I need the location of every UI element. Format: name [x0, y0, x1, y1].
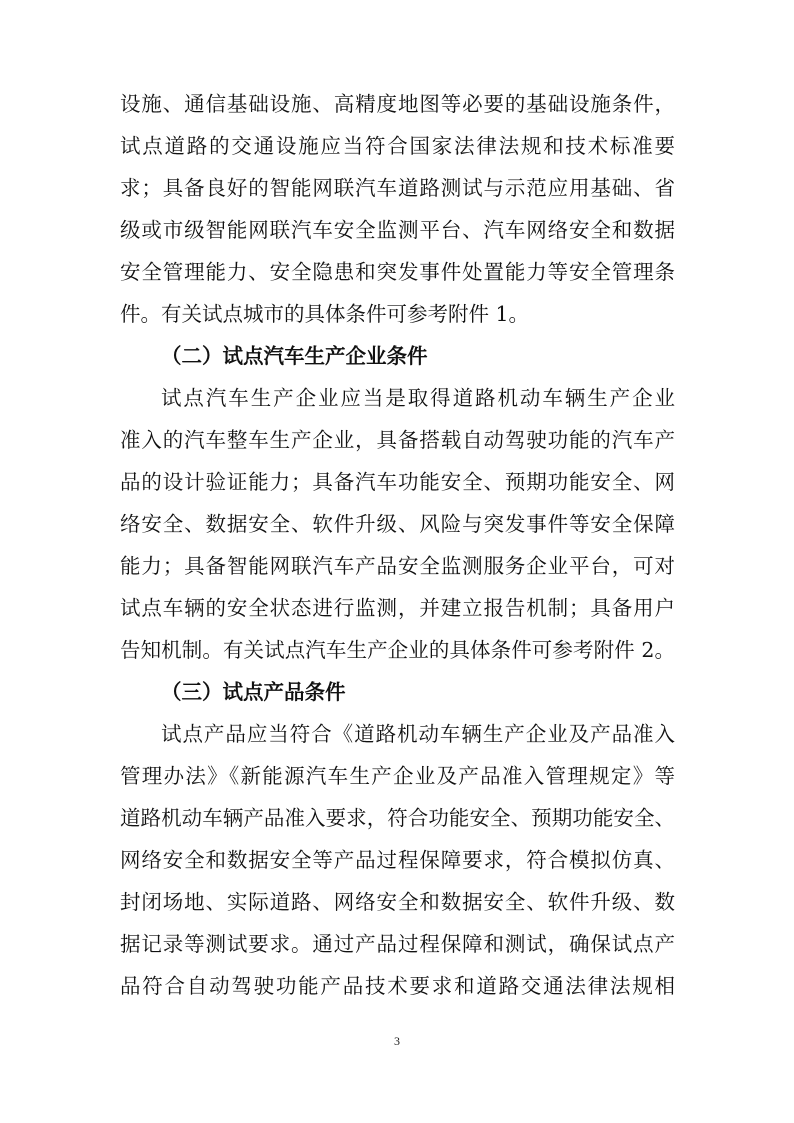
- paragraph-2-line-7: 告知机制。有关试点汽车生产企业的具体条件可参考附件 2。: [120, 638, 675, 662]
- paragraph-2-line-1: 试点汽车生产企业应当是取得道路机动车辆生产企业: [161, 386, 675, 410]
- paragraph-1-line-1: 设施、通信基础设施、高精度地图等必要的基础设施条件，: [120, 92, 675, 116]
- paragraph-2-line-4: 络安全、数据安全、软件升级、风险与突发事件等安全保障: [120, 512, 675, 536]
- paragraph-1-line-4: 级或市级智能网联汽车安全监测平台、汽车网络安全和数据: [120, 218, 675, 242]
- paragraph-2-line-3: 品的设计验证能力；具备汽车功能安全、预期功能安全、网: [120, 470, 675, 494]
- paragraph-2-line-2: 准入的汽车整车生产企业，具备搭载自动驾驶功能的汽车产: [120, 428, 675, 452]
- paragraph-3-line-3: 道路机动车辆产品准入要求，符合功能安全、预期功能安全、: [120, 806, 675, 830]
- page-number: 3: [394, 1034, 400, 1048]
- section-heading-2: （二）试点汽车生产企业条件: [161, 344, 428, 368]
- paragraph-1-line-2: 试点道路的交通设施应当符合国家法律法规和技术标准要: [120, 134, 675, 158]
- paragraph-2-line-5: 能力；具备智能网联汽车产品安全监测服务企业平台，可对: [120, 554, 675, 578]
- paragraph-3-line-7: 品符合自动驾驶功能产品技术要求和道路交通法律法规相: [120, 974, 675, 998]
- paragraph-1-line-6: 件。有关试点城市的具体条件可参考附件 1。: [120, 302, 530, 326]
- paragraph-3-line-4: 网络安全和数据安全等产品过程保障要求，符合模拟仿真、: [120, 848, 675, 872]
- paragraph-1-line-5: 安全管理能力、安全隐患和突发事件处置能力等安全管理条: [120, 260, 675, 284]
- paragraph-3-line-5: 封闭场地、实际道路、网络安全和数据安全、软件升级、数: [120, 890, 675, 914]
- section-heading-3: （三）试点产品条件: [161, 680, 346, 704]
- paragraph-3-line-2: 管理办法》《新能源汽车生产企业及产品准入管理规定》等: [120, 764, 675, 788]
- paragraph-3-line-1: 试点产品应当符合《道路机动车辆生产企业及产品准入: [161, 722, 675, 746]
- paragraph-1-line-3: 求；具备良好的智能网联汽车道路测试与示范应用基础、省: [120, 176, 675, 200]
- paragraph-2-line-6: 试点车辆的安全状态进行监测，并建立报告机制；具备用户: [120, 596, 675, 620]
- paragraph-3-line-6: 据记录等测试要求。通过产品过程保障和测试，确保试点产: [120, 932, 675, 956]
